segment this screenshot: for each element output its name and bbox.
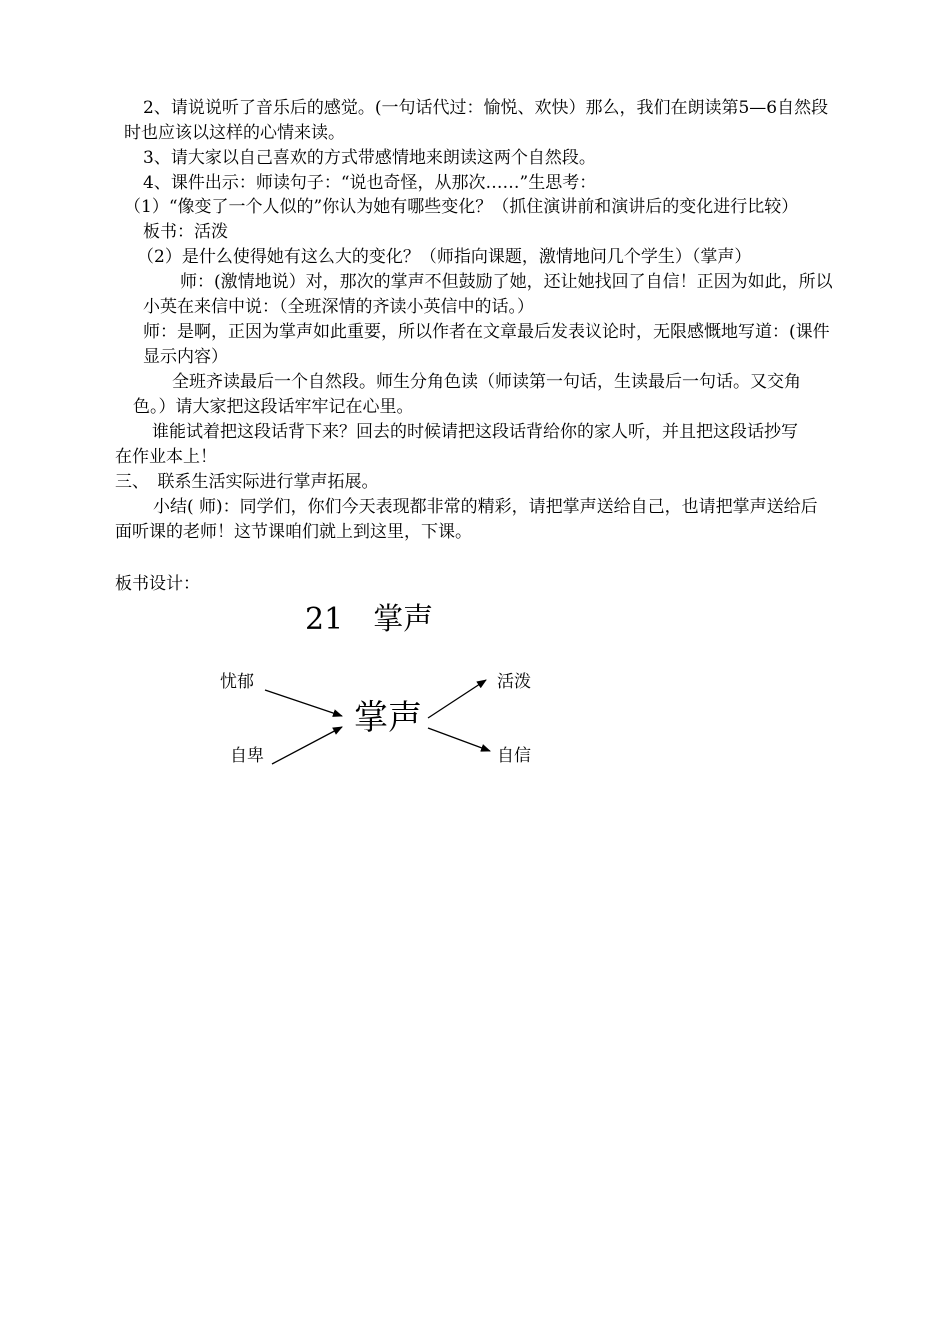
node-right-bottom: 自信 xyxy=(497,746,531,766)
text-line: 师：(激情地说）对，那次的掌声不但鼓励了她，还让她找回了自信！正因为如此，所以 xyxy=(180,272,833,292)
text-line: 时也应该以这样的心情来读。 xyxy=(124,123,345,143)
text-line: 色。）请大家把这段话牢牢记在心里。 xyxy=(133,397,414,417)
text-line: （1）“像变了一个人似的”你认为她有哪些变化？（抓住演讲前和演讲后的变化进行比较） xyxy=(124,197,799,217)
board-design-label: 板书设计： xyxy=(115,574,200,594)
node-center: 掌声 xyxy=(354,698,422,738)
text-line: 面听课的老师！这节课咱们就上到这里，下课。 xyxy=(115,522,472,542)
text-line: 全班齐读最后一个自然段。师生分角色读（师读第一句话，生读最后一句话。又交角 xyxy=(172,372,801,392)
lesson-title: 掌声 xyxy=(373,602,434,637)
text-line: 师：是啊，正因为掌声如此重要，所以作者在文章最后发表议论时，无限感慨地写道：(课件 xyxy=(143,322,830,342)
text-line: 2、请说说听了音乐后的感觉。(一句话代过：愉悦、欢快）那么，我们在朗读第5—6自然段 xyxy=(143,98,829,118)
text-line: 在作业本上！ xyxy=(115,447,217,467)
lesson-number: 21 xyxy=(305,602,344,637)
node-left-top: 忧郁 xyxy=(220,672,254,692)
text-line: 3、请大家以自己喜欢的方式带感情地来朗读这两个自然段。 xyxy=(143,148,596,168)
text-line: 小英在来信中说：（全班深情的齐读小英信中的话。） xyxy=(143,297,534,317)
arrow-left-top xyxy=(265,690,342,716)
arrow-right-bottom xyxy=(428,728,490,751)
node-right-top: 活泼 xyxy=(497,672,531,692)
text-line: （2）是什么使得她有这么大的变化？（师指向课题，激情地问几个学生）（掌声） xyxy=(137,247,752,267)
arrow-right-top xyxy=(428,680,486,718)
section-heading: 三、 联系生活实际进行掌声拓展。 xyxy=(115,472,379,492)
text-line: 显示内容） xyxy=(143,347,228,367)
board-title xyxy=(305,600,433,640)
text-line: 4、课件出示：师读句子：“说也奇怪，从那次……”生思考： xyxy=(143,173,597,193)
text-line: 小结( 师)：同学们，你们今天表现都非常的精彩，请把掌声送给自己，也请把掌声送给后 xyxy=(153,497,818,517)
node-left-bottom: 自卑 xyxy=(230,746,264,766)
text-line: 板书：活泼 xyxy=(143,222,228,242)
text-line: 谁能试着把这段话背下来？回去的时候请把这段话背给你的家人听，并且把这段话抄写 xyxy=(152,422,798,442)
arrow-left-bottom xyxy=(272,727,342,764)
